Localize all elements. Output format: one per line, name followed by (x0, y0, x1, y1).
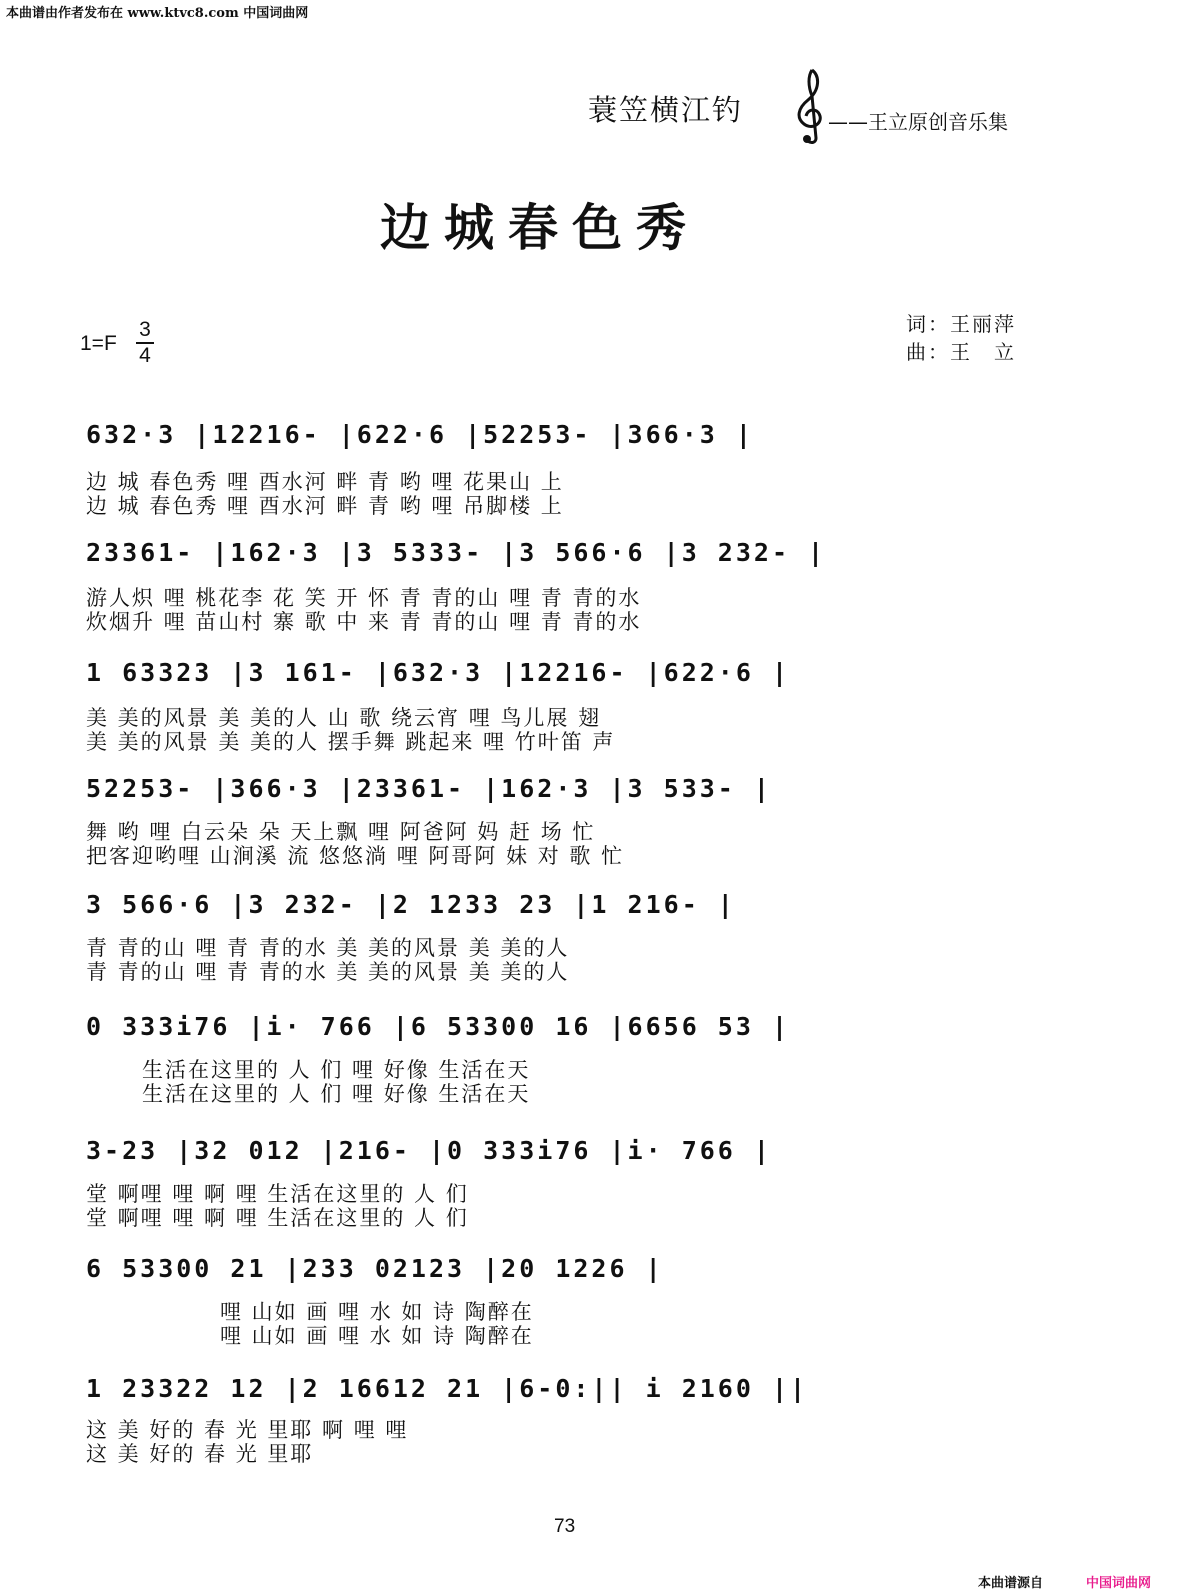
lyrics-row-6-verse-2: 生活在这里的 人 们 哩 好像 生活在天 (142, 1082, 531, 1106)
lyricist-credit: 词：王丽萍 (906, 312, 1016, 336)
lyrics-row-9-verse-2: 这 美 好的 春 光 里耶 (86, 1442, 314, 1466)
notation-row-2: 23361- |162·3 |3 5333- |3 566·6 |3 232- | (86, 538, 827, 567)
lyrics-row-2-verse-2: 炊烟升 哩 苗山村 寨 歌 中 来 青 青的山 哩 青 青的水 (86, 610, 642, 634)
source-label: 本曲谱源自 (978, 1576, 1044, 1591)
lyrics-row-1-verse-2: 边 城 春色秀 哩 酉水河 畔 青 哟 哩 吊脚楼 上 (86, 494, 564, 518)
key-signature: 1=F (80, 332, 117, 355)
lyrics-row-7-verse-1: 堂 啊哩 哩 啊 哩 生活在这里的 人 们 (86, 1182, 469, 1206)
lyrics-row-1-verse-1: 边 城 春色秀 哩 酉水河 畔 青 哟 哩 花果山 上 (86, 470, 564, 494)
notation-row-8: 6 53300 21 |233 02123 |20 1226 | (86, 1254, 664, 1283)
lyrics-row-3-verse-1: 美 美的风景 美 美的人 山 歌 绕云宵 哩 鸟儿展 翅 (86, 706, 602, 730)
lyrics-row-4-verse-2: 把客迎哟哩 山涧溪 流 悠悠淌 哩 阿哥阿 妹 对 歌 忙 (86, 844, 625, 868)
notation-row-4: 52253- |366·3 |23361- |162·3 |3 533- | (86, 774, 772, 803)
source-site-link[interactable]: 中国词曲网 (1086, 1576, 1152, 1591)
lyrics-row-5-verse-1: 青 青的山 哩 青 青的水 美 美的风景 美 美的人 (86, 936, 570, 960)
page-number: 73 (554, 1516, 576, 1537)
time-signature (136, 318, 154, 368)
treble-clef-icon (790, 66, 830, 146)
song-title: 边城春色秀 (380, 198, 700, 257)
notation-row-3: 1 63323 |3 161- |632·3 |12216- |622·6 | (86, 658, 790, 687)
collection-subtitle: ——王立原创音乐集 (828, 110, 1008, 134)
lyrics-row-5-verse-2: 青 青的山 哩 青 青的水 美 美的风景 美 美的人 (86, 960, 570, 984)
lyrics-row-2-verse-1: 游人炽 哩 桃花李 花 笑 开 怀 青 青的山 哩 青 青的水 (86, 586, 642, 610)
meter-bottom: 4 (139, 344, 151, 367)
lyrics-row-8-verse-2: 哩 山如 画 哩 水 如 诗 陶醉在 (220, 1324, 534, 1348)
composer-credit: 曲：王 立 (906, 340, 1016, 364)
lyrics-row-7-verse-2: 堂 啊哩 哩 啊 哩 生活在这里的 人 们 (86, 1206, 469, 1230)
lyrics-row-3-verse-2: 美 美的风景 美 美的人 摆手舞 跳起来 哩 竹叶笛 声 (86, 730, 616, 754)
source-notice: 本曲谱由作者发布在 www.ktvc8.com 中国词曲网 (6, 6, 309, 21)
lyrics-row-9-verse-1: 这 美 好的 春 光 里耶 啊 哩 哩 (86, 1418, 409, 1442)
collection-title: 蓑笠横江钓 (588, 93, 744, 127)
notation-row-9: 1 23322 12 |2 16612 21 |6-0:|| i 2160 || (86, 1374, 809, 1403)
notation-row-7: 3-23 |32 012 |216- |0 333i76 |i· 766 | (86, 1136, 772, 1165)
lyrics-row-8-verse-1: 哩 山如 画 哩 水 如 诗 陶醉在 (220, 1300, 534, 1324)
meter-top: 3 (139, 318, 151, 341)
notation-row-5: 3 566·6 |3 232- |2 1233 23 |1 216- | (86, 890, 736, 919)
notation-row-1: 632·3 |12216- |622·6 |52253- |366·3 | (86, 420, 754, 449)
notation-row-6: 0 333i76 |i· 766 |6 53300 16 |6656 53 | (86, 1012, 790, 1041)
lyrics-row-4-verse-1: 舞 哟 哩 白云朵 朵 天上飘 哩 阿爸阿 妈 赶 场 忙 (86, 820, 596, 844)
lyrics-row-6-verse-1: 生活在这里的 人 们 哩 好像 生活在天 (142, 1058, 531, 1082)
